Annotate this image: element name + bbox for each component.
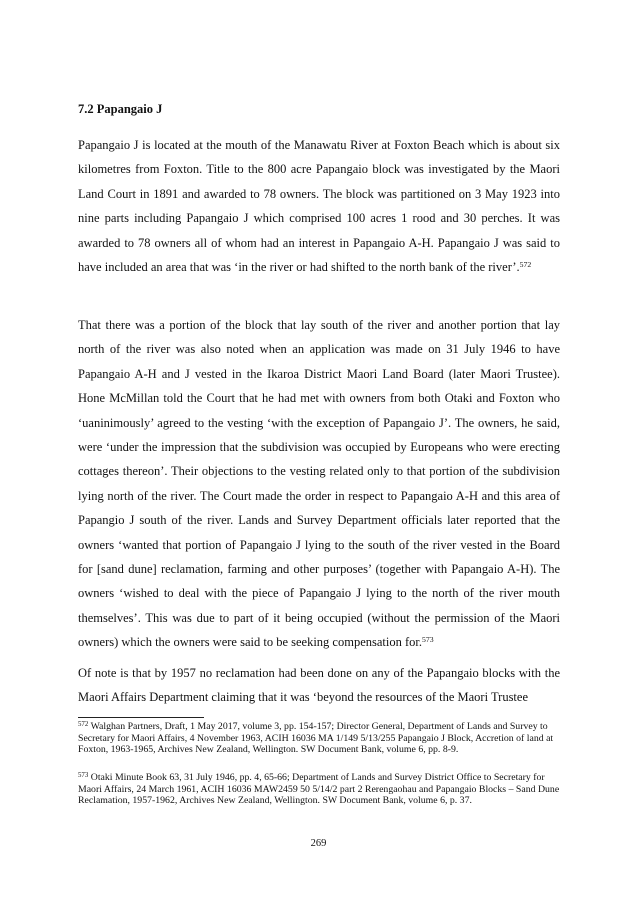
page-number: 269: [310, 838, 327, 849]
footnote-text: Otaki Minute Book 63, 31 July 1946, pp. 4, 65-66; Department of Lands and Survey District Office to Secretary for Maori Affairs, 24 March 1961, ACIH 16036 MAW2459 50 5/14/2 part 2 Rerengaohau and Papangaio Blocks – Sand Dune Reclamation, 1957-1962, Archives New Zealand, Wellington. SW Document Bank, volume 6, p. 37.: [78, 772, 560, 807]
body-paragraph: [78, 133, 560, 279]
footnote: [78, 721, 560, 756]
footnote-text: Walghan Partners, Draft, 1 May 2017, volume 3, pp. 154-157; Director General, Department of Lands and Survey to Secretary for Maori Affairs, 4 November 1963, ACIH 16036 MA 1/149 5/13/255 Papangaio J Block, Accretion of land at Foxton, 1963-1965, Archives New Zealand, Wellington. SW Document Bank, volume 6, pp. 8-9.: [78, 721, 554, 756]
paragraph-text: Papangaio J is located at the mouth of the Manawatu River at Foxton Beach which is about six kilometres from Foxton. Title to the 800 acre Papangaio block was investigated by the Maori Land Court in 1891 and awarded to 78 owners. The block was partitioned on 3 May 1923 into nine parts including Papangaio J which comprised 100 acres 1 rood and 30 perches. It was awarded to 78 owners all of whom had an interest in Papangaio A-H. Papangaio J was said to have included an area that was ‘in the river or had shifted to the north bank of the river’.: [78, 138, 560, 275]
paragraph-text: That there was a portion of the block that lay south of the river and another portion that lay north of the river was also noted when an application was made on 31 July 1946 to have Papangaio A-H and J vested in the Ikaroa District Maori Land Board (later Maori Trustee). Hone McMillan told the Court that he had met with owners from both Otaki and Foxton who ‘uaninimously’ agreed to the vesting ‘with the exception of Papangaio J’. The owners, he said, were ‘under the impression that the subdivision was occupied by Europeans who were erecting cottages thereon’. Their objections to the vesting related only to that portion of the subdivision lying north of the river. The Court made the order in respect to Papangaio A-H and this area of Papangio J south of the river. Lands and Survey Department officials later reported that the owners ‘wanted that portion of Papangaio J lying to the south of the river vested in the Board for [sand dune] reclamation, farming and other purposes’ (together with Papangaio A-H). The owners ‘wished to deal with the piece of Papangaio J lying to the north of the river mouth themselves’. This was due to part of it being occupied (without the permission of the Maori owners) which the owners were said to be seeking compensation for.: [78, 318, 560, 650]
body-paragraph: [78, 661, 560, 710]
body-paragraph: [78, 313, 560, 655]
footnote-separator: [78, 717, 204, 718]
footnote-number: 572: [78, 720, 89, 728]
footnote-number: 573: [78, 771, 89, 779]
section-heading: 7.2 Papangaio J: [78, 102, 163, 116]
footnote-reference[interactable]: 573: [422, 635, 434, 645]
footnote: [78, 772, 560, 807]
paragraph-text: Of note is that by 1957 no reclamation had been done on any of the Papangaio blocks with the Maori Affairs Department claiming that it was ‘beyond the resources of the Maori Trustee: [78, 666, 560, 705]
footnote-reference[interactable]: 572: [519, 260, 532, 270]
